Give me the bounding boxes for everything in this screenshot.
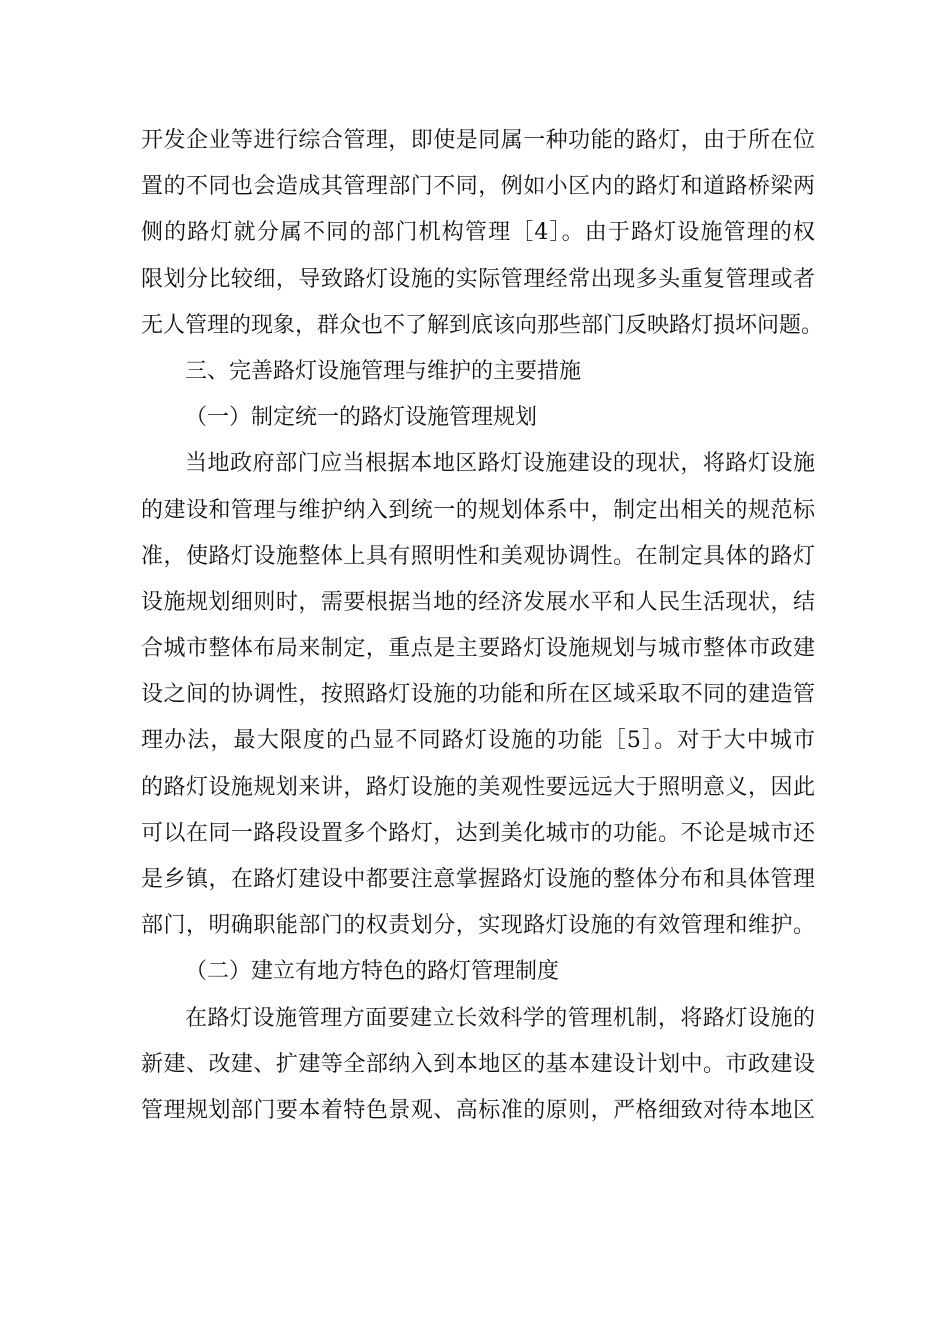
paragraph-line: 合城市整体布局来制定，重点是主要路灯设施规划与城市整体市政建 <box>141 636 815 662</box>
section-heading: 三、完善路灯设施管理与维护的主要措施 <box>185 358 582 384</box>
paragraph-line: 可以在同一路段设置多个路灯，达到美化城市的功能。不论是城市还 <box>141 820 815 846</box>
paragraph-line: 无人管理的现象，群众也不了解到底该向那些部门反映路灯损坏问题。 <box>141 312 824 338</box>
paragraph-line: 部门，明确职能部门的权责划分，实现路灯设施的有效管理和维护。 <box>141 913 815 939</box>
paragraph-line: 设之间的协调性，按照路灯设施的功能和所在区域采取不同的建造管 <box>141 682 815 708</box>
paragraph-line: 置的不同也会造成其管理部门不同，例如小区内的路灯和道路桥梁两 <box>141 174 815 200</box>
paragraph-line: 设施规划细则时，需要根据当地的经济发展水平和人民生活现状，结 <box>141 589 815 615</box>
paragraph-line: 在路灯设施管理方面要建立长效科学的管理机制，将路灯设施的 <box>185 1005 815 1031</box>
paragraph-line: 的建设和管理与维护纳入到统一的规划体系中，制定出相关的规范标 <box>141 497 815 523</box>
subsection-heading: （一）制定统一的路灯设施管理规划 <box>185 405 538 431</box>
paragraph-line: 当地政府部门应当根据本地区路灯设施建设的现状，将路灯设施 <box>185 451 815 477</box>
paragraph-line: 是乡镇，在路灯建设中都要注意掌握路灯设施的整体分布和具体管理 <box>141 867 815 892</box>
paragraph-line: 准，使路灯设施整体上具有照明性和美观协调性。在制定具体的路灯 <box>141 543 815 569</box>
paragraph-line: 新建、改建、扩建等全部纳入到本地区的基本建设计划中。市政建设 <box>141 1051 815 1077</box>
body-text <box>141 118 824 1134</box>
paragraph-line: 理办法，最大限度的凸显不同路灯设施的功能［5］。对于大中城市 <box>141 728 815 754</box>
paragraph-line: 管理规划部门要本着特色景观、高标准的原则，严格细致对待本地区 <box>141 1097 815 1123</box>
paragraph-line: 侧的路灯就分属不同的部门机构管理［4］。由于路灯设施管理的权 <box>141 220 815 246</box>
paragraph-line: 的路灯设施规划来讲，路灯设施的美观性要远远大于照明意义，因此 <box>141 774 815 800</box>
paragraph-line: 开发企业等进行综合管理，即使是同属一种功能的路灯，由于所在位 <box>141 128 815 153</box>
paragraph-line: 限划分比较细，导致路灯设施的实际管理经常出现多头重复管理或者 <box>141 266 815 292</box>
subsection-heading: （二）建立有地方特色的路灯管理制度 <box>185 959 560 985</box>
